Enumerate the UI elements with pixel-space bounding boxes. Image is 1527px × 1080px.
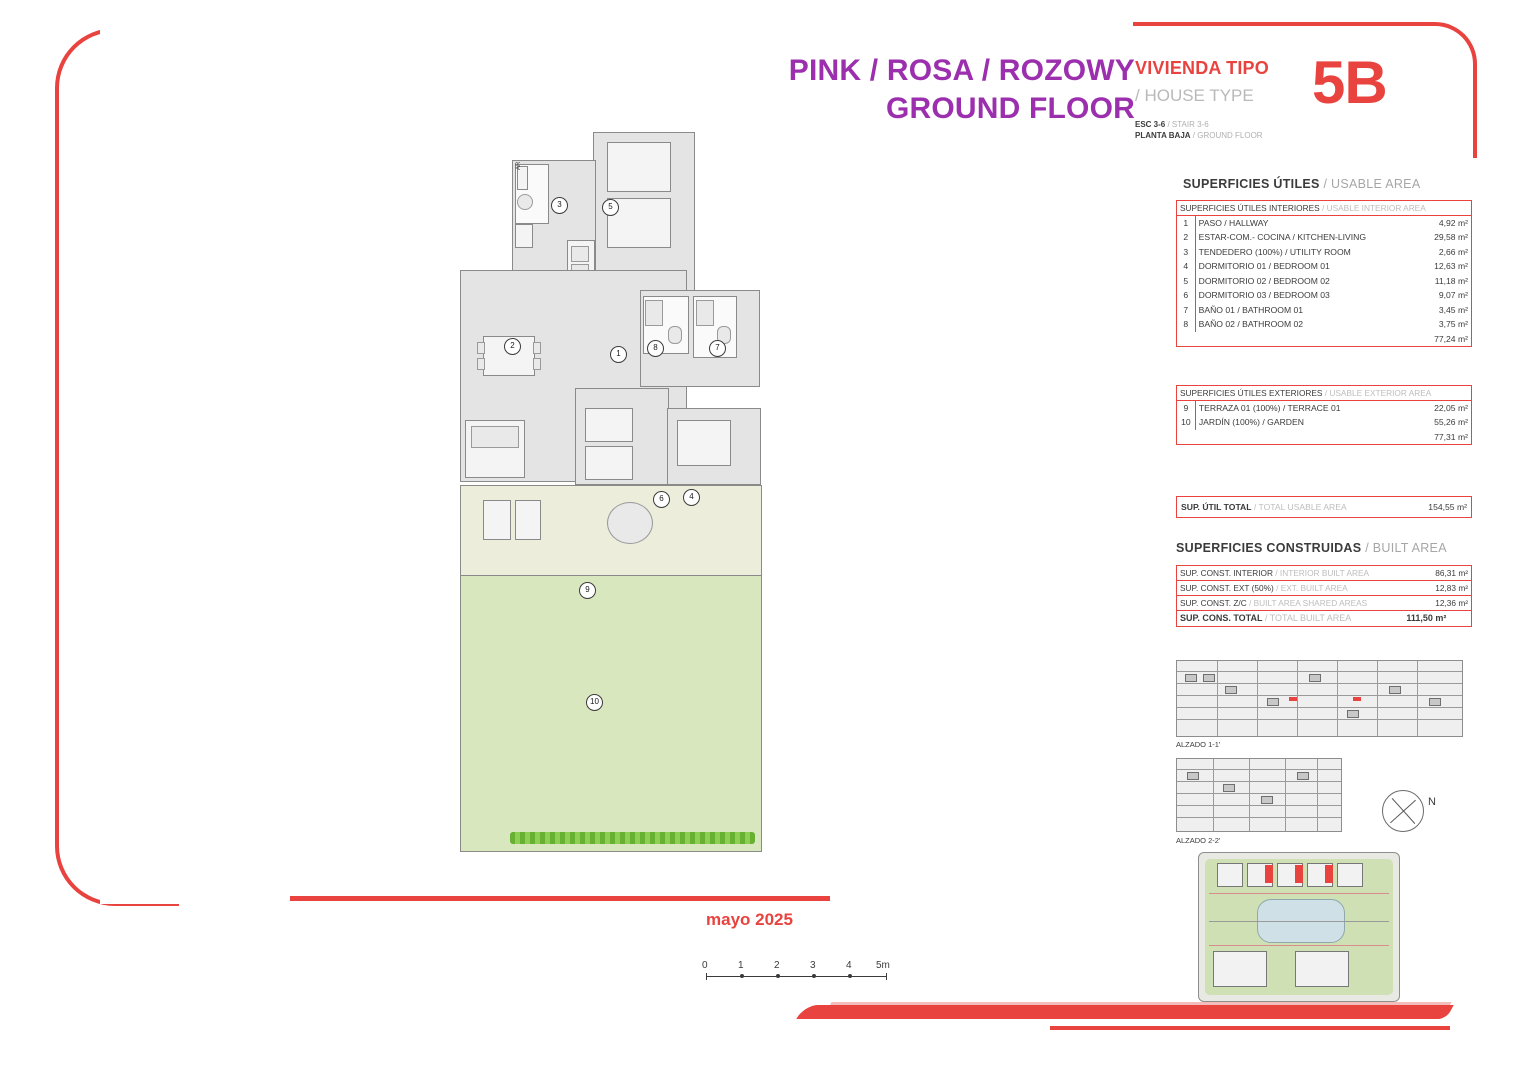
bed-03b [585,446,633,480]
row-label: TERRAZA 01 (100%) / TERRACE 01 [1198,403,1341,414]
built-area-title [1176,541,1447,555]
built-area-table [1176,565,1472,627]
washer-icon [517,194,533,210]
built-label-en: / EXT. BUILT AREA [1276,583,1348,594]
built-label-es: SUP. CONST. Z/C [1180,598,1247,609]
scale-tick-1: 1 [738,960,744,971]
scale-tick-4: 4 [846,960,852,971]
total-usable-label-es: SUP. ÚTIL TOTAL [1181,502,1252,512]
row-label: BAÑO 02 / BATHROOM 02 [1198,319,1304,330]
exterior-header-es: SUPERFICIES ÚTILES EXTERIORES [1180,388,1323,398]
interior-total-row [1177,332,1472,347]
scale-tick-0: 0 [702,960,708,971]
row-num: 5 [1177,274,1196,288]
plan-marker-5: 5 [602,199,619,216]
table-row [1177,415,1472,429]
table-row [1177,288,1472,302]
table-row [1177,401,1472,416]
elevation-1-label: ALZADO 1-1' [1176,740,1221,749]
row-num: 7 [1177,303,1196,317]
table-row [1177,611,1472,627]
row-label: PASO / HALLWAY [1198,218,1269,229]
plan-date: mayo 2025 [706,910,793,929]
usable-area-title [1183,177,1420,191]
esc-es: ESC 3-6 [1135,120,1166,129]
scale-tick-2: 2 [774,960,780,971]
plan-marker-6: 6 [653,491,670,508]
exterior-header-en: / USABLE EXTERIOR AREA [1324,388,1432,398]
row-value: 55,26 m² [1434,417,1468,428]
row-label: DORMITORIO 02 / BEDROOM 02 [1198,275,1330,286]
row-value: 2,66 m² [1438,246,1468,257]
row-num: 3 [1177,245,1196,259]
elevation-2-image [1176,758,1342,832]
bed-01 [677,420,731,466]
row-label: DORMITORIO 01 / BEDROOM 01 [1198,261,1330,272]
table-row [1177,596,1472,611]
planta-en: / GROUND FLOOR [1192,130,1263,140]
page-title [745,52,1135,127]
plan-marker-4: 4 [683,489,700,506]
table-row [1177,566,1472,581]
planta-es: PLANTA BAJA [1135,130,1191,140]
bed-02 [607,142,671,192]
garden-hedge [510,832,755,844]
floor-plan [455,120,775,870]
house-type-code: 5B [1312,49,1387,116]
page-title-line1: PINK / ROSA / ROZOWY [788,54,1135,87]
row-num: 10 [1177,415,1196,429]
plan-marker-3: 3 [551,197,568,214]
esc-en: / STAIR 3-6 [1167,120,1209,129]
interior-total-value: 77,24 m² [1434,333,1468,344]
usable-area-title-es: SUPERFICIES ÚTILES [1183,177,1320,191]
row-value: 9,07 m² [1438,290,1468,301]
row-label: JARDÍN (100%) / GARDEN [1198,417,1304,428]
built-value: 12,83 m² [1403,581,1471,596]
built-label-es: SUP. CONST. EXT (50%) [1180,583,1274,594]
interior-table-header [1177,201,1472,216]
table-row [1177,274,1472,288]
built-area-title-es: SUPERFICIES CONSTRUIDAS [1176,541,1362,555]
exterior-area-table [1176,385,1472,445]
plan-marker-8: 8 [647,340,664,357]
row-value: 11,18 m² [1434,275,1468,286]
compass-north-label: N [1428,796,1436,808]
dining-chair [477,358,485,370]
row-num: 8 [1177,317,1196,331]
sofa-back [471,426,519,448]
decor-bottom-bar [290,896,830,901]
built-value: 12,36 m² [1403,596,1471,611]
interior-header-es: SUPERFICIES ÚTILES INTERIORES [1180,203,1320,213]
scale-tick-3: 3 [810,960,816,971]
interior-header-en: / USABLE INTERIOR AREA [1322,203,1426,213]
built-label-es: SUP. CONS. TOTAL [1180,613,1263,624]
table-row [1177,245,1472,259]
row-num: 6 [1177,288,1196,302]
plan-marker-9: 9 [579,582,596,599]
row-num: 1 [1177,216,1196,231]
vivienda-tipo-label: VIVIENDA TIPO [1135,58,1269,78]
built-label-es: SUP. CONST. INTERIOR [1180,568,1273,578]
elevation-2-label: ALZADO 2-2' [1176,836,1221,845]
terrace-table [607,502,653,544]
row-value: 4,92 m² [1438,218,1468,229]
compass-icon [1382,790,1424,832]
dining-chair [477,342,485,354]
built-label-en: / INTERIOR BUILT AREA [1275,568,1370,578]
exterior-table-header [1177,386,1472,401]
decor-left-mask [100,24,190,904]
shower-02 [645,300,663,326]
page-title-line2: GROUND FLOOR [885,91,1135,125]
decor-swoosh-red [796,1005,1453,1019]
scale-bar [700,960,900,990]
plan-marker-1: 1 [610,346,627,363]
decor-swoosh-line [1050,1026,1450,1030]
table-row [1177,216,1472,231]
dining-chair [533,358,541,370]
terrace-chair-2 [515,500,541,540]
plan-marker-7: 7 [709,340,726,357]
scale-tick-5: 5m [876,960,890,971]
total-usable-label-en: / TOTAL USABLE AREA [1253,502,1347,512]
fridge-unit [515,224,533,248]
row-num: 9 [1177,401,1196,416]
site-plan [1198,852,1400,1002]
row-value: 3,45 m² [1438,304,1468,315]
row-num: 4 [1177,259,1196,273]
total-usable-value: 154,55 m² [1428,502,1467,512]
built-area-title-en: / BUILT AREA [1365,541,1447,555]
table-row [1177,259,1472,273]
table-row [1177,230,1472,244]
bed-03 [585,408,633,442]
table-row [1177,303,1472,317]
row-label: DORMITORIO 03 / BEDROOM 03 [1198,290,1330,301]
interior-area-table [1176,200,1472,347]
plan-marker-2: 2 [504,338,521,355]
row-value: 29,58 m² [1434,232,1468,243]
plan-marker-10: 10 [586,694,603,711]
shower-01 [696,300,714,326]
total-usable-row [1177,497,1472,518]
row-value: 12,63 m² [1434,261,1468,272]
ar-label: AR [516,161,522,170]
toilet-02 [668,326,682,344]
row-label: ESTAR-COM.- COCINA / KITCHEN-LIVING [1198,232,1367,243]
terrace-chair-1 [483,500,511,540]
dining-chair [533,342,541,354]
row-label: BAÑO 01 / BATHROOM 01 [1198,304,1304,315]
row-value: 3,75 m² [1438,319,1468,330]
built-label-en: / TOTAL BUILT AREA [1264,613,1352,624]
table-row [1177,317,1472,331]
garden [460,575,762,852]
elevation-1-image [1176,660,1463,737]
row-value: 22,05 m² [1434,403,1468,414]
table-row [1177,581,1472,596]
stair-floor-info [1135,120,1335,142]
built-label-en: / BUILT AREA SHARED AREAS [1249,598,1368,609]
built-value: 86,31 m² [1403,566,1471,581]
total-usable-table [1176,496,1472,518]
house-type-label: / HOUSE TYPE [1135,86,1254,105]
usable-area-title-en: / USABLE AREA [1323,177,1421,191]
exterior-total-value: 77,31 m² [1434,431,1468,442]
row-label: TENDEDERO (100%) / UTILITY ROOM [1198,246,1351,257]
exterior-total-row [1177,430,1472,445]
built-value: 111,50 m² [1406,613,1447,624]
row-num: 2 [1177,230,1196,244]
cooktop-icon [571,246,589,262]
